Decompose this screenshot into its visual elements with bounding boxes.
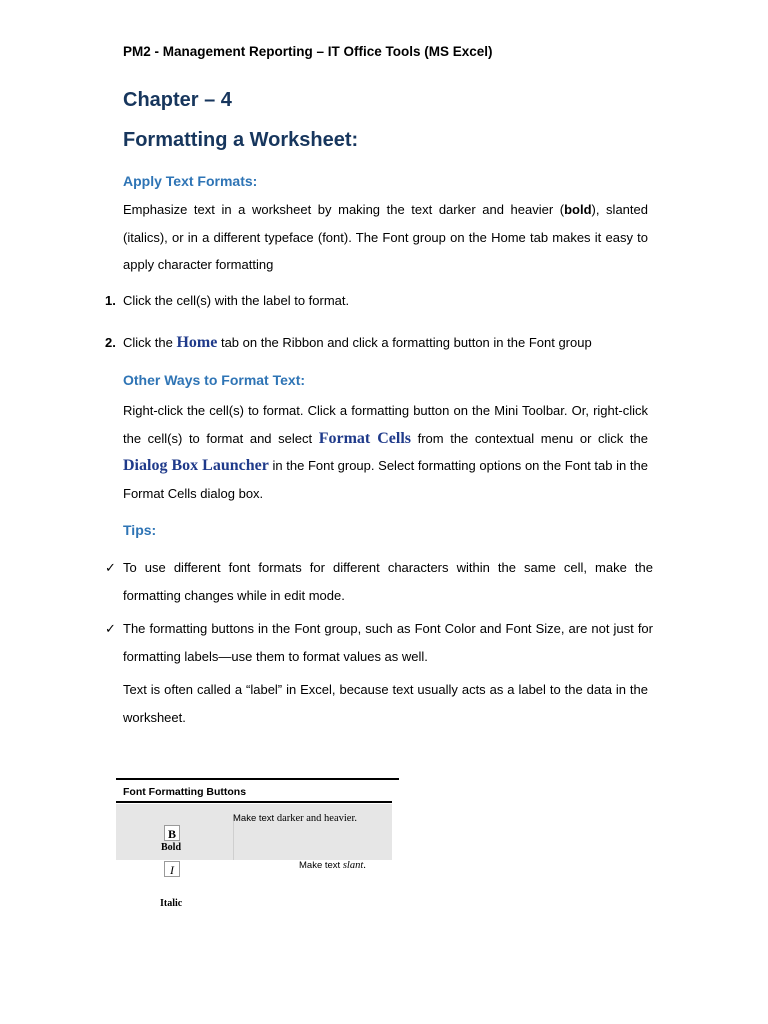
apply-para-part2: ), slanted (italics), or in a different typeface (font). The Font group on the Home tab makes it easy to apply character formatting (123, 202, 648, 272)
step-2 (105, 333, 665, 353)
dialog-box-launcher-highlight: Dialog Box Launcher (123, 457, 269, 474)
step-2-home-highlight: Home (176, 334, 218, 351)
bold-button-label: Bold (161, 842, 182, 853)
other-ways-part3: in the Font group. Select formatting options on the Font tab in the Format Cells dialog box. (123, 458, 648, 501)
tip-item-1-text: To use different font formats for different characters within the same cell, make the formatting changes while in edit mode. (123, 560, 653, 603)
format-cells-highlight: Format Cells (318, 429, 411, 447)
step-2-number: 2. (105, 335, 116, 350)
figure-row-bold (116, 804, 392, 860)
step-1-number: 1. (105, 293, 116, 308)
tips-heading: Tips: (123, 522, 157, 538)
italic-desc-styled: slant (342, 860, 364, 871)
font-formatting-buttons-figure (116, 778, 399, 918)
figure-top-rule (116, 778, 399, 780)
step-2-text-before: Click the (123, 335, 177, 350)
tip-item-2 (105, 615, 653, 671)
other-ways-part1: Right-click the cell(s) to format. Click a formatting button on the Mini Toolbar. Or, right-click the cell(s) to format and select (123, 403, 648, 446)
bold-icon: B (164, 825, 180, 841)
other-ways-heading: Other Ways to Format Text: (123, 372, 306, 388)
figure-header-rule (116, 801, 392, 803)
italic-desc-prefix: Make text (299, 860, 343, 871)
step-1 (105, 291, 665, 311)
check-mark-icon: ✓ (105, 621, 116, 636)
tip-item-1 (105, 554, 653, 610)
bold-desc-styled: darker and heavier (276, 813, 355, 824)
step-1-text: Click the cell(s) with the label to format. (123, 293, 350, 308)
check-mark-icon: ✓ (105, 560, 116, 575)
running-header: PM2 - Management Reporting – IT Office Tools (MS Excel) (123, 44, 493, 59)
bold-description (233, 813, 357, 824)
apply-text-formats-paragraph (123, 196, 648, 279)
apply-text-formats-heading: Apply Text Formats: (123, 173, 258, 189)
step-2-text-after: tab on the Ribbon and click a formatting button in the Font group (217, 335, 592, 350)
section-title: Formatting a Worksheet: (123, 129, 359, 151)
chapter-title: Chapter – 4 (123, 89, 232, 111)
other-ways-paragraph (123, 397, 648, 507)
italic-icon: I (164, 861, 180, 877)
apply-para-bold: bold (564, 202, 592, 217)
bold-desc-prefix: Make text (233, 813, 277, 824)
italic-desc-suffix: . (363, 860, 366, 871)
label-note-paragraph: Text is often called a “label” in Excel, because text usually acts as a label to the data in the worksheet. (123, 682, 648, 725)
italic-button-label: Italic (160, 898, 183, 909)
other-ways-part2: from the contextual menu or click the (411, 430, 648, 446)
bold-desc-suffix: . (354, 813, 357, 824)
apply-para-part1: Emphasize text in a worksheet by making the text darker and heavier ( (123, 202, 565, 217)
tip-item-2-text: The formatting buttons in the Font group, such as Font Color and Font Size, are not just for formatting labels—use them to format values as well. (123, 621, 653, 664)
figure-caption: Font Formatting Buttons (123, 786, 247, 798)
italic-description (299, 860, 366, 871)
